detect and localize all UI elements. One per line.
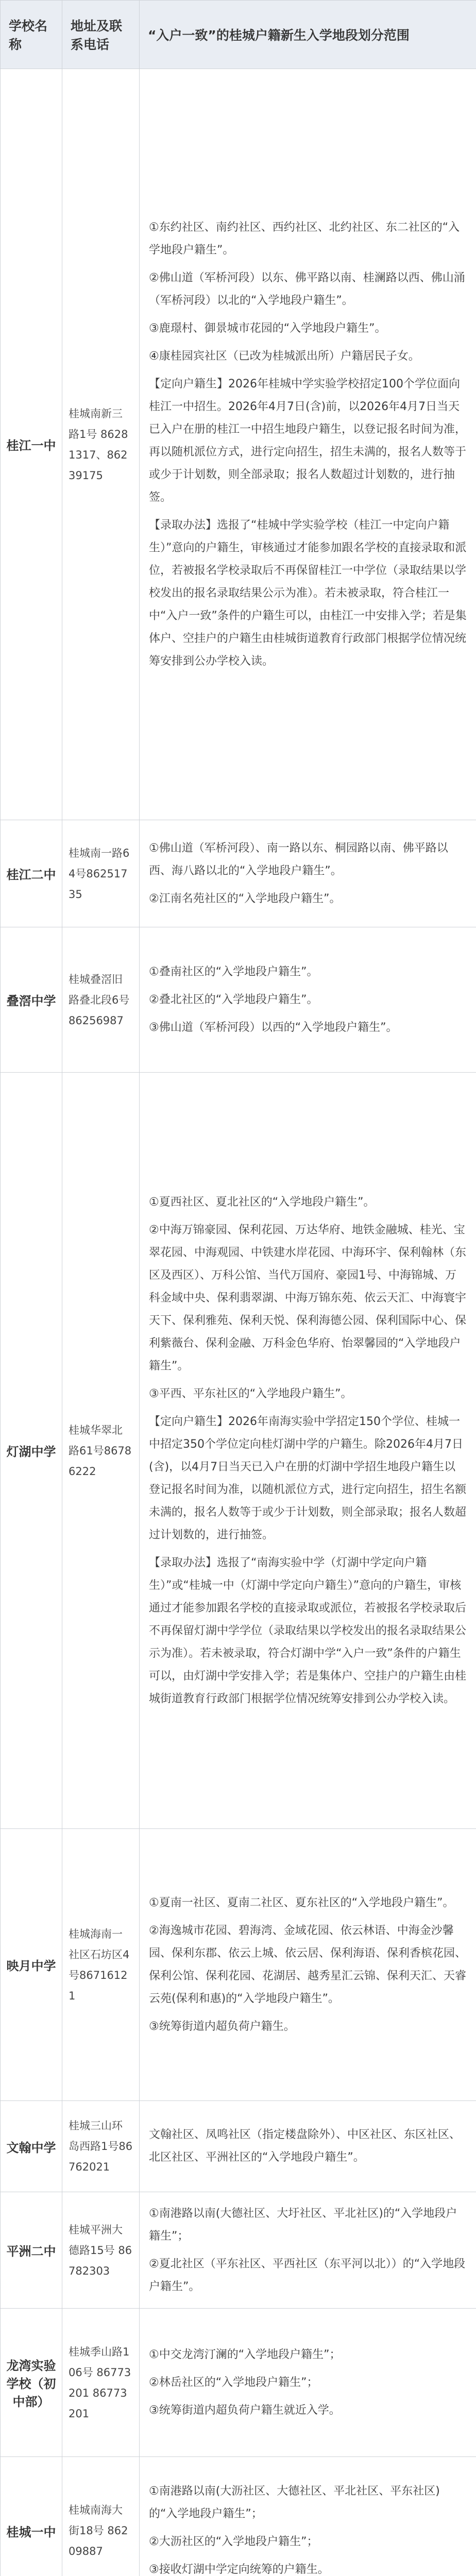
scope-paragraph: ①夏西社区、夏北社区的“入学地段户籍生”。 — [149, 1195, 375, 1209]
enrollment-scope — [140, 2192, 476, 2309]
enrollment-scope — [140, 2101, 476, 2192]
scope-paragraph: 【录取办法】选报了“桂城中学实验学校（桂江一中定向户籍生）”意向的户籍生，审核通过才能参加跟名学校的直接录取和派位，若被报名学校录取后不再保留桂江一中学位（录取结果以学校发出的报名录取结果公示为准）。若未被录取，符合桂江一中“入户一致”条件的户籍生可以，由桂江一中安排入学；若是集体户、空挂户的户籍生由桂城街道教育行政部门根据学位情况统筹安排到公办学校入读。 — [149, 518, 467, 668]
table-row — [1, 2457, 476, 2576]
school-name: 龙湾实验学校（初中部） — [1, 2309, 62, 2457]
table-row — [1, 69, 476, 820]
enrollment-scope — [140, 820, 476, 927]
enrollment-scope — [140, 2457, 476, 2576]
scope-paragraph: ③接收灯湖中学定向统筹的户籍生。 — [149, 2563, 329, 2576]
scope-paragraph: ②叠北社区的“入学地段户籍生”。 — [149, 993, 318, 1006]
school-contact: 桂城季山路106号 86773201 86773201 — [62, 2309, 140, 2457]
school-name: 桂江一中 — [1, 69, 62, 820]
school-name: 平洲二中 — [1, 2192, 62, 2309]
enrollment-scope — [140, 1073, 476, 1829]
scope-paragraph: ①东约社区、南约社区、西约社区、北约社区、东二社区的“入学地段户籍生”。 — [149, 221, 460, 257]
scope-paragraph: ③佛山道（军桥河段）以西的“入学地段户籍生”。 — [149, 1021, 398, 1034]
scope-paragraph: ①南港路以南(大沥社区、大德社区、平北社区、平东社区)的“入学地段户籍生”； — [149, 2485, 440, 2520]
table-row — [1, 1829, 476, 2101]
school-name: 灯湖中学 — [1, 1073, 62, 1829]
scope-paragraph: 【录取办法】选报了“南海实验中学（灯湖中学定向户籍生）”或“桂城一中（灯湖中学定向户籍生）”意向的户籍生，审核通过才能参加跟名学校的直接录取或派位，若被报名学校录取后不再保留灯湖中学学位（录取结果以学校发出的报名录取结果公示为准）。若未被录取，符合灯湖中学“入户一致”条件的户籍生可以，由灯湖中学安排入学；若是集体户、空挂户的户籍生由桂城街道教育行政部门根据学位情况统筹安排到公办学校入读。 — [149, 1556, 467, 1705]
scope-paragraph: ②夏北社区（平东社区、平西社区（东平河以北））的“入学地段户籍生”。 — [149, 2257, 466, 2293]
scope-paragraph: ②江南名苑社区的“入学地段户籍生”。 — [149, 892, 341, 905]
scope-paragraph: 【定向户籍生】2026年桂城中学实验学校招定100个学位面向桂江一中招生。2026年4月7日(含)前，以2026年4月7日当天已入户在册的桂江一中招生地段户籍生，以登记报名时间为准，再以随机派位方式，进行定向招生，招生未满的，报名人数等于或少于计划数，则全部录取；报名人数超过计划数的，进行抽签。 — [149, 377, 467, 504]
table-row — [1, 927, 476, 1073]
table-row — [1, 1073, 476, 1829]
school-name: 叠滘中学 — [1, 927, 62, 1073]
scope-paragraph: ③统筹街道内超负荷户籍生。 — [149, 2020, 295, 2033]
table-row — [1, 2309, 476, 2457]
scope-paragraph: ②佛山道（军桥河段）以东、佛平路以南、桂澜路以西、佛山涌（军桥河段）以北的“入学地段户籍生”。 — [149, 271, 465, 307]
school-contact: 桂城海南一社区石坊区4号86716121 — [62, 1829, 140, 2101]
scope-paragraph: ②中海万锦豪园、保利花园、万达华府、地铁金融城、桂光、宝翠花园、中海观园、中铁建水岸花园、中海环宇、保利翰林（东区及西区）、万科公馆、当代万国府、豪园1号、中海锦城、万科金域中央、保利翡翠湖、中海万锦东苑、依云天汇、中海寰宇天下、保利雅苑、保利天悦、保利海德公园、保利国际中心、保利紫薇台、保利金融、万科金色华府、怡翠馨园的“入学地段户籍生”。 — [149, 1223, 467, 1372]
scope-paragraph: ②海逸城市花园、碧海湾、金域花园、依云林语、中海金沙馨园、保利东郡、依云上城、依云居、保利海语、保利香槟花园、保利公馆、保利花园、花湖居、越秀星汇云锦、保利天汇、天睿云苑(保利和惠)的“入学地段户籍生”。 — [149, 1924, 467, 2005]
enrollment-scope — [140, 1829, 476, 2101]
scope-paragraph: ②大沥社区的“入学地段户籍生”； — [149, 2535, 318, 2548]
scope-paragraph: ①夏南一社区、夏南二社区、夏东社区的“入学地段户籍生”。 — [149, 1896, 454, 1909]
enrollment-scope — [140, 69, 476, 820]
enrollment-scope — [140, 927, 476, 1073]
school-contact: 桂城叠滘旧路叠北段6号 86256987 — [62, 927, 140, 1073]
table-row — [1, 820, 476, 927]
school-name: 映月中学 — [1, 1829, 62, 2101]
scope-paragraph: ③统筹街道内超负荷户籍生就近入学。 — [149, 2403, 341, 2417]
scope-paragraph: ③鹿璟村、御景城市花园的“入学地段户籍生”。 — [149, 321, 386, 335]
school-contact: 桂城南海大街18号 86209887 — [62, 2457, 140, 2576]
scope-paragraph: ①叠南社区的“入学地段户籍生”。 — [149, 965, 318, 978]
scope-paragraph: 文翰社区、凤鸣社区（指定楼盘除外）、中区社区、东区社区、北区社区、平洲社区的“入学地段户籍生”。 — [149, 2128, 461, 2164]
table-header — [1, 1, 476, 69]
school-contact: 桂城平洲大德路15号 86782303 — [62, 2192, 140, 2309]
school-contact: 桂城三山环岛西路1号86762021 — [62, 2101, 140, 2192]
school-name: 文翰中学 — [1, 2101, 62, 2192]
school-name: 桂江二中 — [1, 820, 62, 927]
school-contact: 桂城南一路64号86251735 — [62, 820, 140, 927]
scope-paragraph: ①中交龙湾汀澜的“入学地段户籍生”； — [149, 2348, 341, 2361]
table-row — [1, 2101, 476, 2192]
scope-paragraph: 【定向户籍生】2026年南海实验中学招定150个学位、桂城一中招定350个学位定向桂灯湖中学的户籍生。除2026年4月7日(含)，以4月7日当天已入户在册的灯湖中学招生地段户籍生以登记报名时间为准，以随机派位方式，进行定向招生，招生名额未满的，报名人数等于或少于计划数，则全部录取；报名人数超过计划数的，进行抽签。 — [149, 1415, 467, 1541]
scope-paragraph: ④康桂园宾社区（已改为桂城派出所）户籍居民子女。 — [149, 349, 420, 363]
enrollment-scope — [140, 2309, 476, 2457]
school-contact: 桂城南新三路1号 86281317、86239175 — [62, 69, 140, 820]
scope-paragraph: ②林岳社区的“入学地段户籍生”； — [149, 2376, 318, 2389]
scope-paragraph: ①南港路以南(大德社区、大圩社区、平北社区)的“入学地段户籍生”； — [149, 2207, 457, 2243]
header-contact: 地址及联系电话 — [62, 1, 140, 69]
header-scope: “入户一致”的桂城户籍新生入学地段划分范围 — [140, 1, 476, 69]
scope-paragraph: ①佛山道（军桥河段）、南一路以东、桐园路以南、佛平路以西、海八路以北的“入学地段户籍生”。 — [149, 841, 448, 877]
table-row — [1, 2192, 476, 2309]
school-name: 桂城一中 — [1, 2457, 62, 2576]
scope-paragraph: ③平西、平东社区的“入学地段户籍生”。 — [149, 1387, 352, 1400]
school-contact: 桂城华翠北路61号86786222 — [62, 1073, 140, 1829]
header-school: 学校名称 — [1, 1, 62, 69]
